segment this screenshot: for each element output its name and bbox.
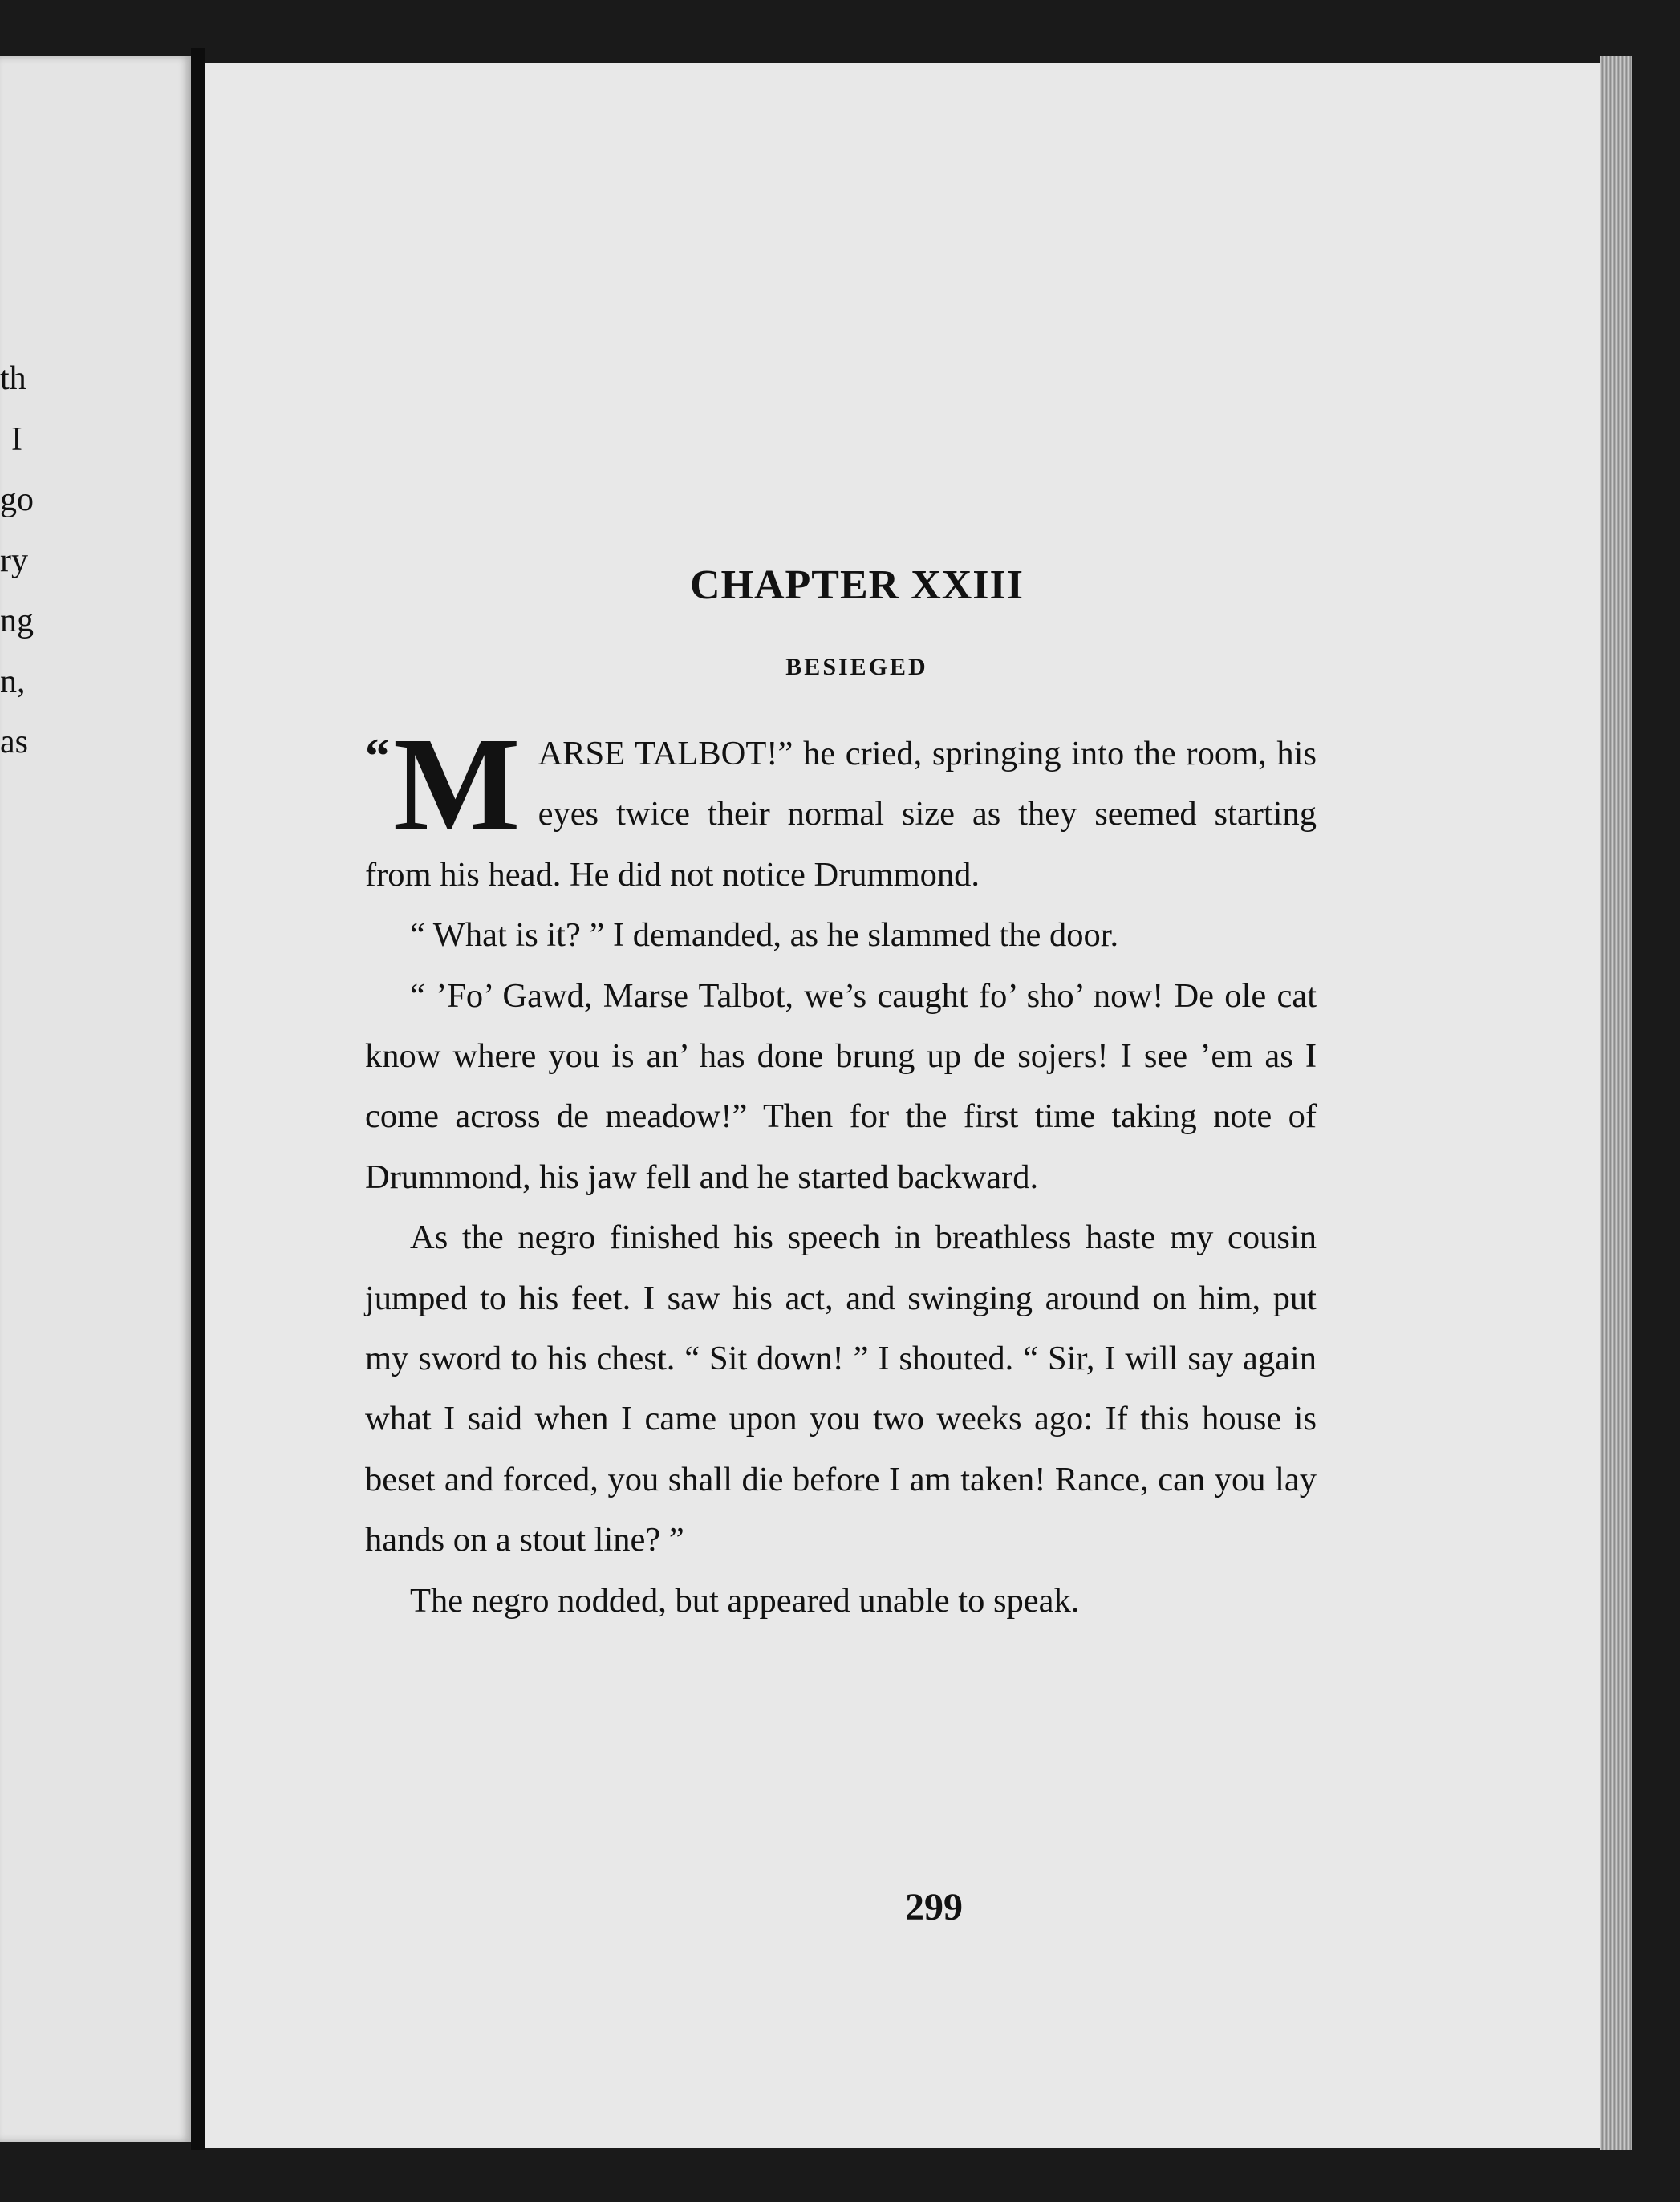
left-fragment: go xyxy=(0,481,34,518)
left-fragment: ng xyxy=(0,602,34,639)
chapter-title: CHAPTER XXIII xyxy=(689,562,1025,608)
left-fragment: I xyxy=(11,420,22,458)
paragraph xyxy=(365,710,1317,905)
paragraph: “ ’Fo’ Gawd, Marse Talbot, we’s caught fo’ sho’ now! De ole cat know where you is an’ has done brung up de sojers! I see ’em as I come across de meadow!” Then for the first time taking note of Drummond, his jaw fell and he started backward. xyxy=(365,976,1317,1196)
paragraph: As the negro finished his speech in breathless haste my cousin jumped to his feet. I saw his act, and swinging around on him, put my sword to his chest. “ Sit down! ” I shouted. “ Sir, I will say again what I said when I came upon you two weeks ago: If this house is beset and forced, you shall die before I am taken! Rance, can you lay hands on a stout line? ” xyxy=(365,1219,1317,1559)
left-fragment: th xyxy=(0,360,26,397)
paragraph-text: ARSE TALBOT!” he cried, springing into the room, his eyes twice their normal size as they seemed starting from his head. He did not notice Drummond. xyxy=(365,735,1317,894)
left-facing-page xyxy=(0,56,191,2142)
page-number: 299 xyxy=(905,1886,963,1928)
left-page-text-fragments xyxy=(0,349,48,773)
drop-cap: M xyxy=(393,710,521,859)
page-text-block xyxy=(365,554,1317,1631)
left-fragment: as xyxy=(0,724,28,760)
paragraph: “ What is it? ” I demanded, as he slammed the door. xyxy=(410,916,1119,955)
book-gutter xyxy=(191,48,205,2150)
chapter-subtitle: BESIEGED xyxy=(785,654,928,680)
paragraph: The negro nodded, but appeared unable to speak. xyxy=(410,1581,1080,1620)
chapter-body xyxy=(365,710,1317,1631)
left-fragment: ry xyxy=(0,541,28,579)
page-edges xyxy=(1600,56,1632,2150)
opening-quote: “ xyxy=(365,729,390,784)
left-fragment: n, xyxy=(0,663,26,700)
